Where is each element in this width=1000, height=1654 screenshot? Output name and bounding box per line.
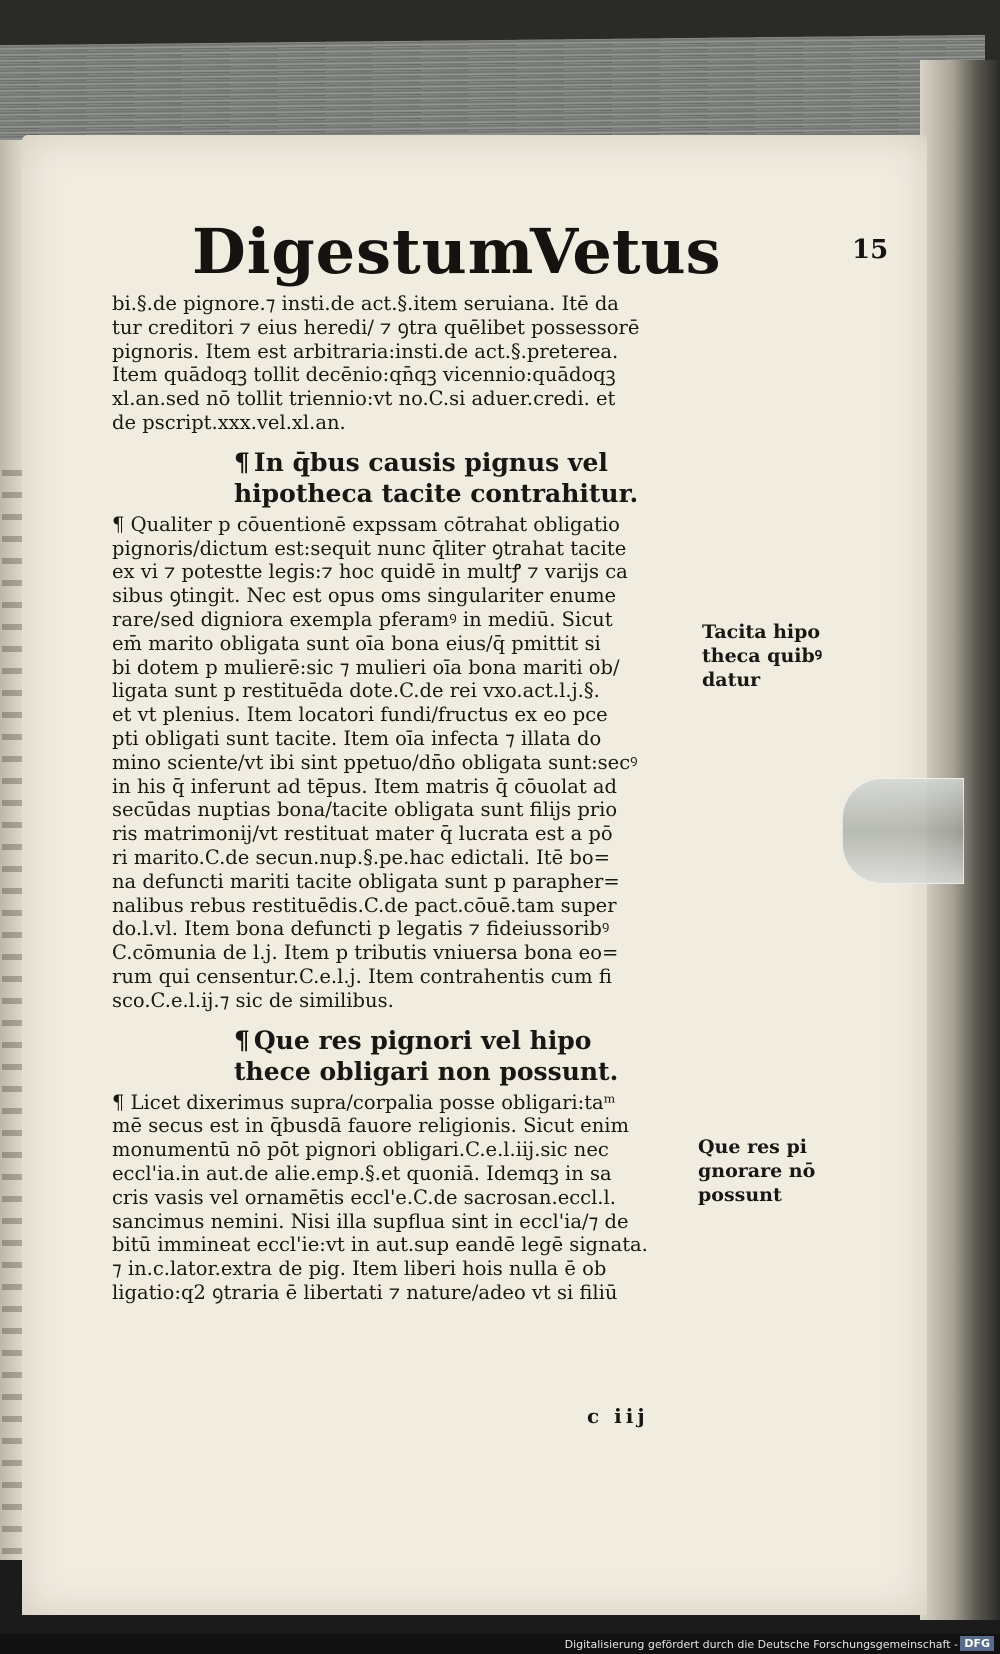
text-line: eccl'ia.in aut.de alie.emp.§.et quoniā. Idemqꝫ in sa [112, 1161, 612, 1185]
rubric-line [234, 447, 732, 478]
folio-number: 15 [852, 235, 889, 265]
rubric-line [234, 1025, 732, 1056]
running-head-right: Vetus [530, 215, 721, 288]
dfg-logo-icon: DFG [960, 1636, 994, 1651]
text-line: pignoris/dictum est:sequit nunc q̄liter ꝯtrahat tacite [112, 536, 627, 560]
main-text-column [112, 292, 732, 1305]
text-line: rare/sed digniora exempla pferamꝰ in mediū. Sicut [112, 607, 613, 631]
text-line: tur creditori ⁊ eius heredi/ ⁊ ꝯtra quēlibet possessorē [112, 315, 640, 339]
text-line: ri marito.C.de secun.nup.§.pe.hac edictali. Itē bo= [112, 845, 610, 869]
text-line: ligata sunt p restituēda dote.C.de rei vxo.act.l.j.§. [112, 679, 600, 703]
rubric-heading-1 [112, 447, 732, 509]
text-line: pignoris. Item est arbitraria:insti.de act.§.preterea. [112, 339, 619, 363]
text-line: ¶ Qualiter p cōuentionē expssam cōtrahat obligatio [112, 512, 620, 536]
book-page [22, 135, 927, 1615]
text-line: sco.C.e.l.ij.⁊ sic de similibus. [112, 988, 394, 1012]
margin-note-line: gnorare nō [698, 1160, 816, 1182]
text-line: monumentū nō pōt pignori obligari.C.e.l.iij.sic nec [112, 1138, 609, 1162]
text-line: secūdas nuptias bona/tacite obligata sunt filijs prio [112, 798, 618, 822]
text-line: Item quādoqꝫ tollit decēnio:qn̄qꝫ vicennio:quādoqꝫ [112, 363, 616, 387]
pilcrow-icon: ¶ [234, 1025, 250, 1055]
text-line: rum qui censentur.C.e.l.j. Item contrahentis cum fi [112, 964, 612, 988]
text-line: mē secus est in q̄busdā fauore religionis. Sicut enim [112, 1114, 630, 1138]
text-line: C.cōmunia de l.j. Item p tributis vniuersa bona eo= [112, 941, 619, 965]
rubric-line: thece obligari non possunt. [234, 1056, 619, 1086]
text-line: pti obligati sunt tacite. Item oīa infecta ⁊ illata do [112, 726, 602, 750]
text-line: xl.an.sed nō tollit triennio:vt no.C.si aduer.credi. et [112, 387, 616, 411]
margin-note-line: theca quibꝰ [702, 645, 823, 667]
text-line: nalibus rebus restituēdis.C.de pact.cōuē.tam super [112, 893, 617, 917]
text-line: bi dotem p mulierē:sic ⁊ mulieri oīa bona mariti ob/ [112, 655, 620, 679]
text-line: ex vi ⁊ potestte legis:⁊ hoc quidē in multꝭ ⁊ varijs ca [112, 560, 628, 584]
text-line: ⁊ in.c.lator.extra de pig. Item liberi hois nulla ē ob [112, 1257, 607, 1281]
intro-paragraph [112, 292, 732, 435]
text-line: cris vasis vel ornamētis eccl'e.C.de sacrosan.eccl.l. [112, 1185, 616, 1209]
page-clip-bookmark [842, 778, 964, 884]
left-page-text-fragment [2, 470, 22, 1570]
text-line: de pscript.xxx.vel.xl.an. [112, 410, 346, 434]
margin-note-que-res [698, 1135, 815, 1207]
rubric-text: Que res pignori vel hipo [253, 1025, 592, 1055]
text-line: em̄ marito obligata sunt oīa bona eius/q̄ pmittit si [112, 631, 601, 655]
text-line: na defuncti mariti tacite obligata sunt p parapher= [112, 869, 620, 893]
text-line: ¶ Licet dixerimus supra/corpalia posse obligari:taᵐ [112, 1090, 616, 1114]
pilcrow-icon: ¶ [234, 447, 250, 477]
rubric-heading-2 [112, 1025, 732, 1087]
text-line: sibus ꝯtingit. Nec est opus oms singulariter enume [112, 584, 617, 608]
text-line: bi.§.de pignore.⁊ insti.de act.§.item seruiana. Itē da [112, 292, 619, 315]
text-line: in his q̄ inferunt ad tēpus. Item matris q̄ cōuolat ad [112, 774, 617, 798]
margin-note-line: possunt [698, 1184, 782, 1206]
footer-credit: Digitalisierung gefördert durch die Deutsche Forschungsgemeinschaft - [564, 1638, 958, 1651]
margin-note-tacita [702, 620, 822, 692]
section-2-paragraph [112, 1091, 732, 1305]
text-line: mino sciente/vt ibi sint ppetuo/dn̄o obligata sunt:secꝰ [112, 750, 638, 774]
text-line: sancimus nemini. Nisi illa supflua sint in eccl'ia/⁊ de [112, 1209, 629, 1233]
text-line: et vt plenius. Item locatori fundi/fructus ex eo pce [112, 703, 608, 727]
text-line: bitū immineat eccl'ie:vt in aut.sup eandē legē signata. [112, 1233, 648, 1257]
section-1-paragraph [112, 513, 732, 1013]
text-line: do.l.vl. Item bona defuncti p legatis ⁊ fideiussoribꝰ [112, 917, 610, 941]
margin-note-line: datur [702, 669, 761, 691]
running-head-left: Digestum [192, 215, 535, 288]
margin-note-line: Tacita hipo [702, 621, 821, 643]
rubric-line: hipotheca tacite contrahitur. [234, 478, 639, 508]
text-line: ligatio:q2 ꝯtraria ē libertati ⁊ nature/adeo vt si filiū [112, 1280, 618, 1304]
margin-note-line: Que res pi [698, 1136, 807, 1158]
text-line: ris matrimonij/vt restituat mater q̄ lucrata est a pō [112, 822, 613, 846]
signature-mark: c iij [587, 1404, 649, 1428]
rubric-text: In q̄bus causis pignus vel [253, 447, 608, 477]
